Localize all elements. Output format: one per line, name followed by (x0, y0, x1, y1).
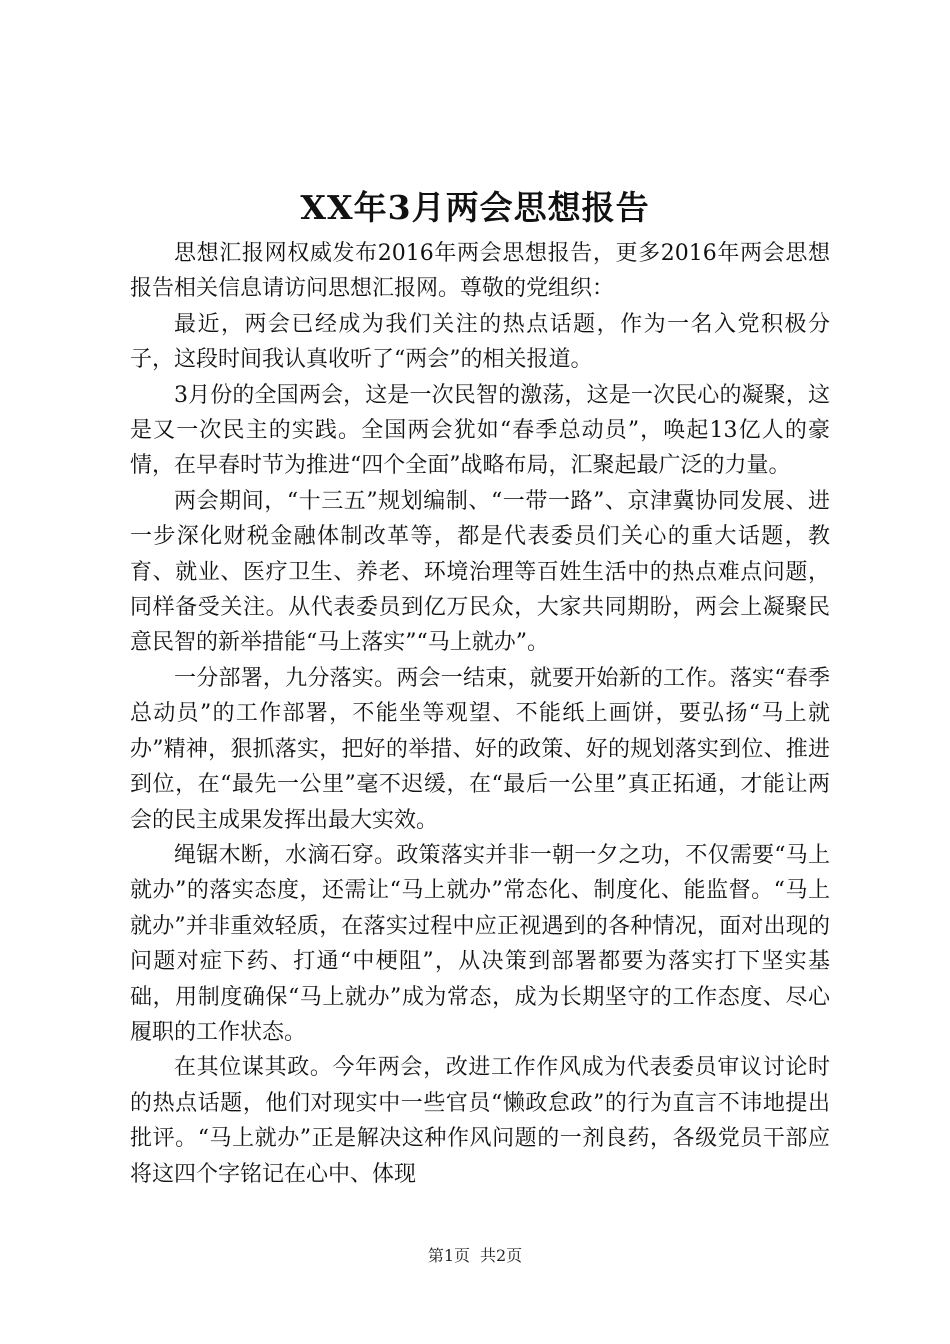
paragraph: 绳锯木断，水滴石穿。政策落实并非一朝一夕之功，不仅需要“马上就办”的落实态度，还需让“马上就办”常态化、制度化、能监督。“马上就办”并非重效轻质，在落实过程中应正视遇到的各种情况，面对出现的问题对症下药、打通“中梗阻”，从决策到部署都要为落实打下坚实基础，用制度确保“马上就办”成为常态，成为长期坚守的工作态度、尽心履职的工作状态。 (130, 842, 830, 1045)
paragraph: 两会期间，“十三五”规划编制、“一带一路”、京津冀协同发展、进一步深化财税金融体制改革等，都是代表委员们关心的重大话题，教育、就业、医疗卫生、养老、环境治理等百姓生活中的热点难点问题，同样备受关注。从代表委员到亿万民众，大家共同期盼，两会上凝聚民意民智的新举措能“马上落实”“马上就办”。 (130, 488, 830, 656)
page-footer (0, 1245, 950, 1267)
paragraph: 一分部署，九分落实。两会一结束，就要开始新的工作。落实“春季总动员”的工作部署，不能坐等观望、不能纸上画饼，要弘扬“马上就办”精神，狠抓落实，把好的举措、好的政策、好的规划落实到位、推进到位，在“最先一公里”毫不迟缓，在“最后一公里”真正拓通，才能让两会的民主成果发挥出最大实效。 (130, 665, 830, 833)
page-total: 共2页 (480, 1246, 523, 1265)
paragraph: 3月份的全国两会，这是一次民智的激荡，这是一次民心的凝聚，这是又一次民主的实践。全国两会犹如“春季总动员”，唤起13亿人的豪情，在早春时节为推进“四个全面”战略布局，汇聚起最广泛的力量。 (130, 382, 830, 479)
paragraph-intro: 思想汇报网权威发布2016年两会思想报告，更多2016年两会思想报告相关信息请访问思想汇报网。尊敬的党组织： (130, 241, 830, 302)
page-number: 第1页 (427, 1246, 470, 1265)
document-title: XX年3月两会思想报告 (300, 188, 650, 227)
document-body (130, 236, 830, 1192)
paragraph: 最近，两会已经成为我们关注的热点话题，作为一名入党积极分子，这段时间我认真收听了“两会”的相关报道。 (130, 311, 830, 373)
paragraph: 在其位谋其政。今年两会，改进工作作风成为代表委员审议讨论时的热点话题，他们对现实中一些官员“懒政怠政”的行为直言不讳地提出批评。“马上就办”正是解决这种作风问题的一剂良药，各级党员干部应将这四个字铭记在心中、体现 (130, 1055, 830, 1187)
